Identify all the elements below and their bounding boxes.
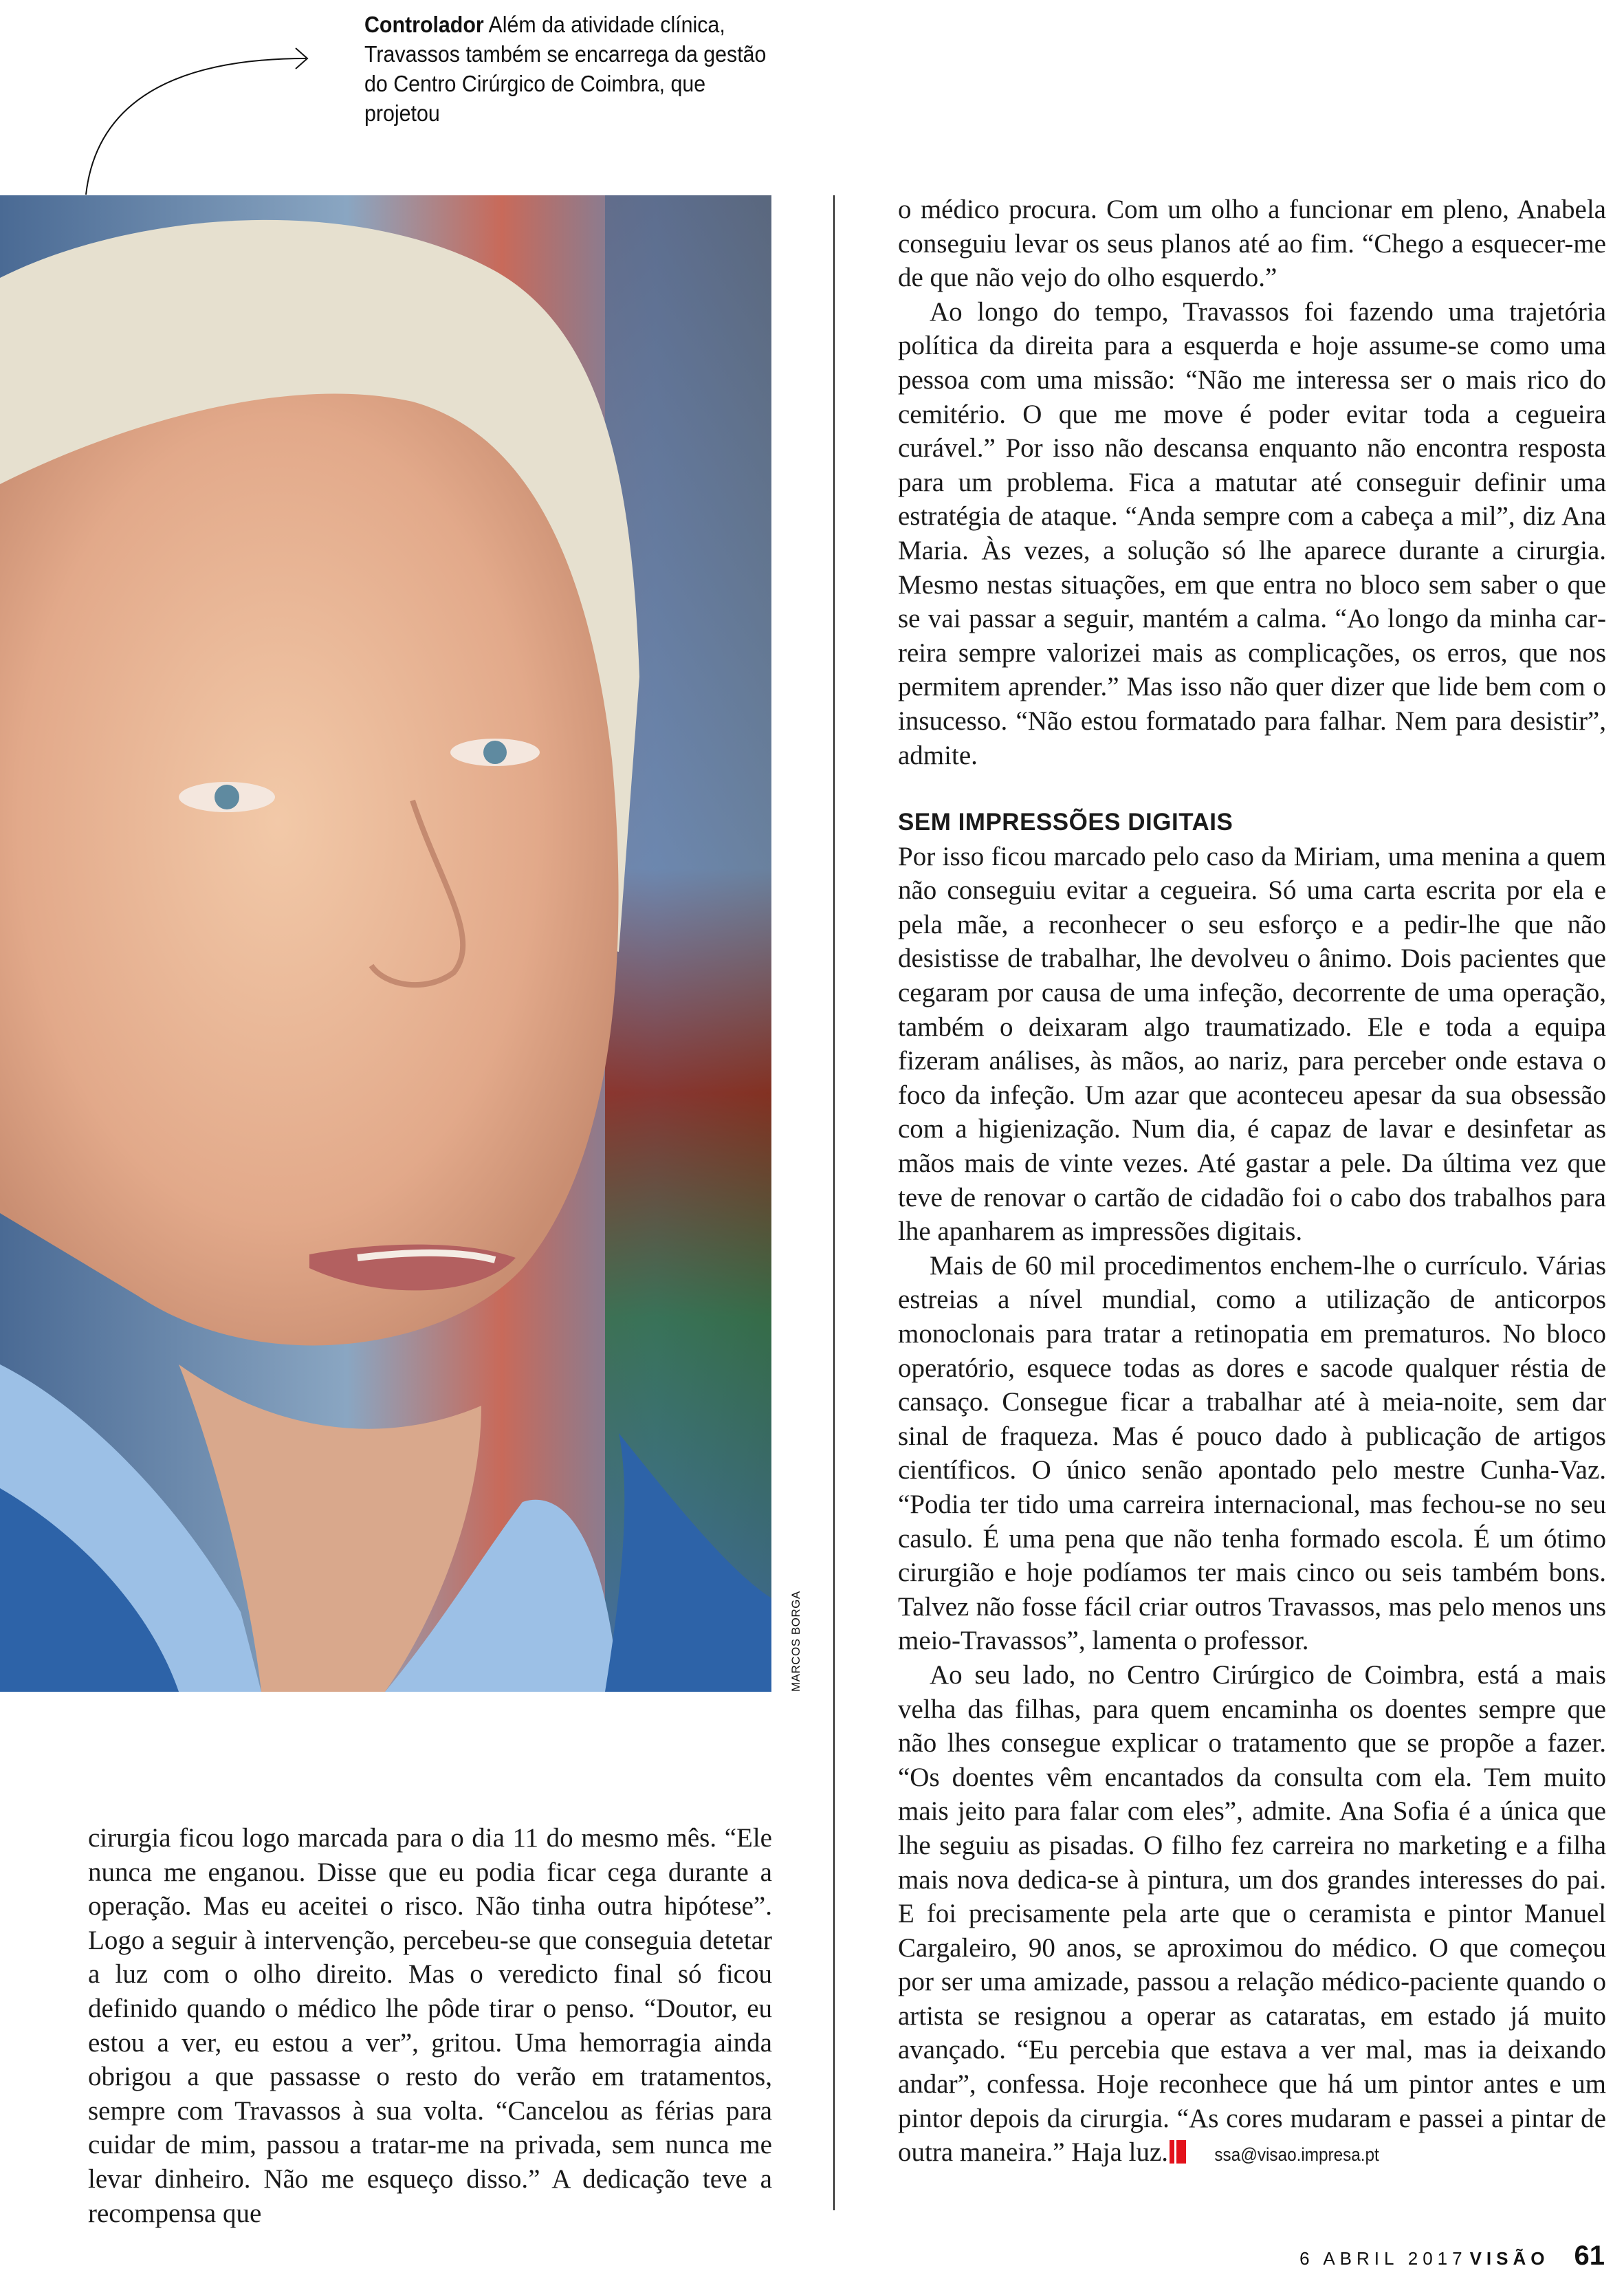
paragraph: Mais de 60 mil procedimentos enchem-lhe o currículo. Várias estreias a nível mundial, como a utilização de anticorpos monoclonais para tratar a retinopatia em prematuros. No bloco operatório, esquece todas as dores e sacode qualquer réstia de cansaço. Consegue ficar a trabalhar até à meia-noite, sem dar sinal de fraqueza. Mas é pouco dado à publicação de artigos científicos. O único senão apontado pelo mestre Cunha-Vaz. “Podia ter tido uma carreira internacional, mas fechou-se no seu casulo. É uma pena que não tenha formado escola. É um ótimo cirurgião e hoje podíamos ter mais cinco ou seis também bons. Talvez não fosse fácil criar outros Travassos, mas pelo menos uns meio-Travassos”, lamenta o professor.: [898, 1250, 1606, 1656]
photo-caption: [364, 10, 769, 128]
magazine-brand: VISÃO: [1469, 2248, 1550, 2269]
caption-arrow-icon: [0, 0, 413, 206]
paragraph: Ao longo do tempo, Travassos foi fazendo uma trajetória política da direita para a esquerda e hoje assume-se como uma pessoa com uma missão: “Não me interessa ser o mais rico do cemitério. O que me move é poder evitar toda a cegueira curável.” Por isso não descansa enquanto não encontra resposta para um problema. Fica a matutar até conseguir definir uma estratégia de ataque. “Anda sempre com a cabeça a mil”, diz Ana Maria. Às vezes, a solução só lhe aparece durante a cirurgia. Mesmo nestas situações, em que entra no bloco sem saber o que se vai passar a seguir, mantém a calma. “Ao longo da minha carreira sempre valorizei mais as complicações, os erros, que nos permitem aprender.” Mas isso não quer dizer que lide bem com o insucesso. “Não estou formatado para falhar. Nem para desistir”, admite.: [898, 296, 1606, 770]
end-mark-icon: [1170, 2140, 1186, 2164]
final-paragraph: [898, 1658, 1606, 2172]
portrait-photo: [0, 195, 771, 1692]
section-subhead: SEM IMPRESSÕES DIGITAIS: [898, 809, 1233, 836]
photo-credit: MARCOS BORGA: [789, 1591, 802, 1692]
issue-date: 6 ABRIL 2017: [1299, 2248, 1467, 2269]
right-column: [898, 193, 1606, 2172]
paragraph: o médico procura. Com um olho a funcionar em pleno, Anabela conseguiu levar os seus planos até ao fim. “Chego a esquecer-me de que não vejo do olho esquerdo.”: [898, 195, 1606, 293]
page-footer: [1299, 2241, 1605, 2271]
paragraph-text: Ao seu lado, no Centro Cirúrgico de Coimbra, está a mais velha das filhas, para quem encaminha os doentes sempre que não lhes consegue explicar o tratamento que se propõe a fazer. “Os doentes vêm encantados da consulta com ela. Tem muito mais jeito para falar com eles”, admite. Ana Sofia é a única que lhe seguiu as pisadas. O filho fez carreira no marketing e a filha mais nova dedica-se à pintura, um dos grandes interesses do pai. E foi precisamente pela arte que o ceramista e pintor Manuel Cargaleiro, 90 anos, se aproximou do médico. O que começou por ser uma amizade, passou a relação médico-paciente quando o artista se resignou a operar as cataratas, em estado já muito avançado. “Eu percebia que estava a ver mal, mas ia deixando andar”, confessa. Hoje reconhece que há um pintor antes e um pintor depois da cirurgia. “As cores mudaram e passei a pintar de outra maneira.” Haja luz.: [898, 1659, 1606, 2168]
column-divider: [833, 195, 835, 2210]
page-number: 61: [1574, 2241, 1605, 2271]
left-column: [88, 1821, 772, 2230]
paragraph: Por isso ficou marcado pelo caso da Miriam, uma menina a quem não conseguiu evitar a cegueira. Só uma carta escrita por ela e pela mãe, a reconhecer o seu esforço e a pedir-lhe que não desistisse de trabalhar, lhe devolveu o ânimo. Dois pacientes que cegaram por causa de uma infeção, decorrente de uma operação, também o deixaram algo traumatizado. Ele e toda a equipa fizeram análises, às mãos, ao nariz, para perceber onde estava o foco da infeção. Um azar que aconteceu apesar da sua obsessão com a higienização. Num dia, é capaz de lavar e desinfetar as mãos mais de vinte vezes. Até gastar a pele. Da última vez que teve de renovar o cartão de cidadão foi o cabo dos trabalhos para lhe apanharem as impressões digitais.: [898, 841, 1606, 1247]
paragraph: cirurgia ficou logo marcada para o dia 11 do mesmo mês. “Ele nunca me enganou. Disse que eu podia ficar cega durante a operação. Mas eu aceitei o risco. Não tinha outra hipótese”. Logo a seguir à intervenção, percebeu-se que conseguia detetar a luz com o olho direito. Mas o veredicto final só ficou definido quando o médico lhe pôde tirar o penso. “Doutor, eu estou a ver, eu estou a ver”, gritou. Uma hemorragia ainda obrigou a que passasse o resto do verão em tratamentos, sempre com Travassos à sua volta. “Cancelou as férias para cuidar de mim, passou a tratar-me na privada, sem nunca me levar dinheiro. Não me esqueço disso.” A dedicação teve a recompensa que: [88, 1823, 772, 2228]
caption-lead: Controlador: [364, 12, 484, 37]
author-email[interactable]: ssa@visao.impresa.pt: [1214, 2144, 1379, 2166]
caption-text: Além da atividade clínica, Travassos também se encarrega da gestão do Centro Cirúrgico de Coimbra, que projetou: [364, 12, 767, 126]
